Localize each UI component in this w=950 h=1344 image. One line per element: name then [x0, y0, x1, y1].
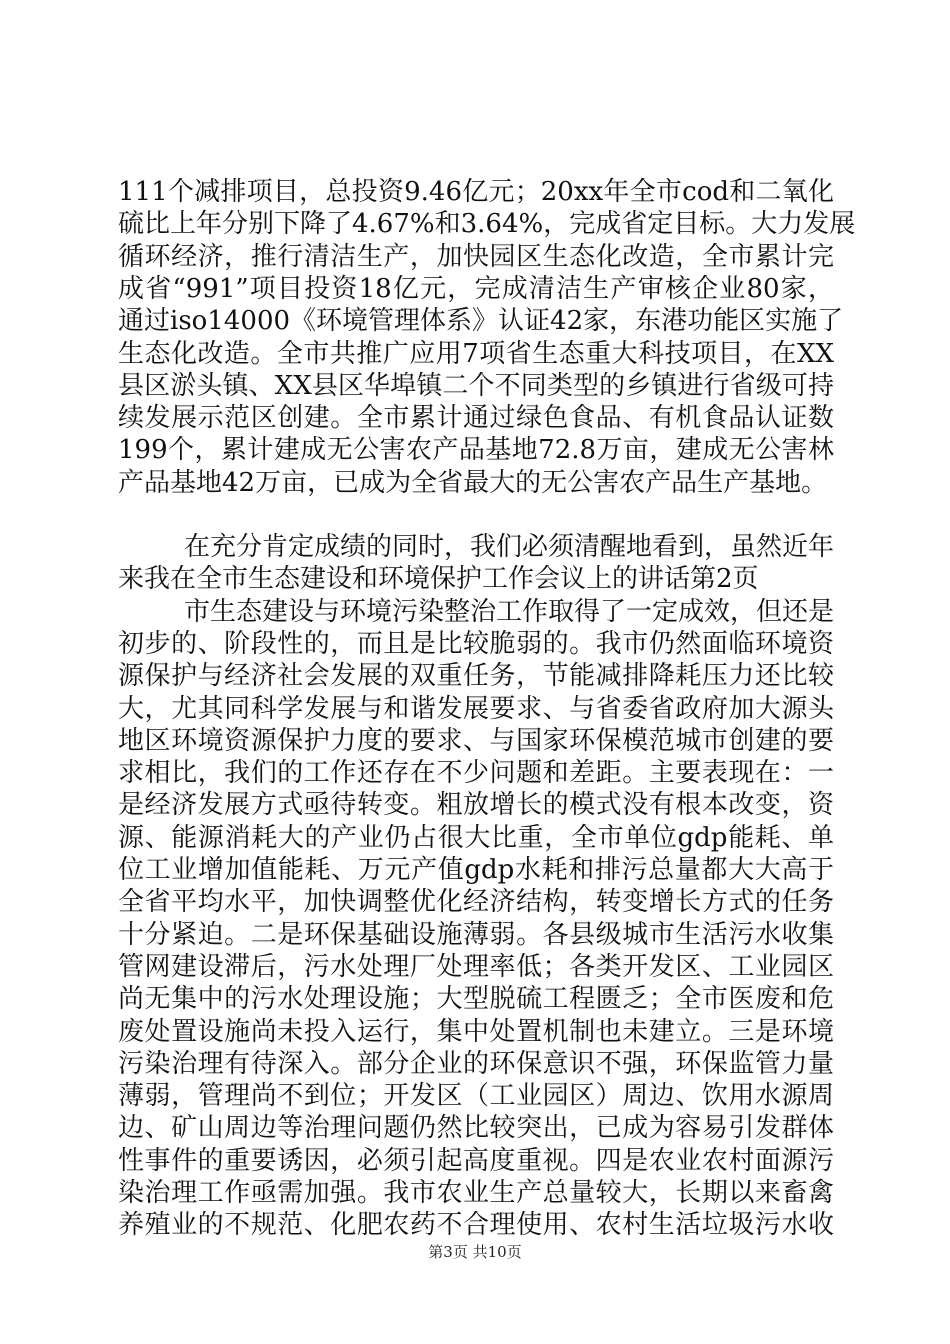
text-line: 性事件的重要诱因，必须引起高度重视。四是农业农村面源污: [118, 1145, 834, 1176]
text-line: 在充分肯定成绩的同时，我们必须清醒地看到，虽然近年: [184, 532, 835, 562]
text-line: 市生态建设与环境污染整治工作取得了一定成效，但还是: [184, 596, 835, 627]
text-line: 续发展示范区创建。全市累计通过绿色食品、有机食品认证数: [118, 403, 834, 434]
text-line: 生态化改造。全市共推广应用7项省生态重大科技项目，在XX: [118, 338, 834, 369]
text-line: 边、矿山周边等治理问题仍然比较突出，已成为容易引发群体: [118, 1113, 834, 1144]
text-line: 111个减排项目，总投资9.46亿元；20xx年全市cod和二氧化: [118, 177, 834, 207]
text-line: 硫比上年分别下降了4.67%和3.64%，完成省定目标。大力发展: [118, 209, 856, 240]
text-line: 十分紧迫。二是环保基础设施薄弱。各县级城市生活污水收集: [118, 919, 834, 950]
text-line: 染治理工作亟需加强。我市农业生产总量较大，长期以来畜禽: [118, 1178, 834, 1208]
text-line: 是经济发展方式亟待转变。粗放增长的模式没有根本改变，资: [118, 790, 834, 821]
text-line: 产品基地42万亩，已成为全省最大的无公害农产品生产基地。: [118, 467, 828, 498]
text-line: 污染治理有待深入。部分企业的环保意识不强，环保监管力量: [118, 1048, 834, 1079]
text-line: 求相比，我们的工作还存在不少问题和差距。主要表现在：一: [118, 758, 834, 789]
text-line: 循环经济，推行清洁生产，加快园区生态化改造，全市累计完: [118, 241, 834, 272]
text-line: 县区淤头镇、XX县区华埠镇二个不同类型的乡镇进行省级可持: [118, 370, 834, 401]
text-line: 成省“991”项目投资18亿元，完成清洁生产审核企业80家，: [118, 273, 834, 304]
text-line: 源、能源消耗大的产业仍占很大比重，全市单位gdp能耗、单: [118, 822, 834, 853]
text-line: 初步的、阶段性的，而且是比较脆弱的。我市仍然面临环境资: [118, 628, 834, 659]
text-line: 薄弱，管理尚不到位；开发区（工业园区）周边、饮用水源周: [118, 1081, 834, 1112]
text-line: 尚无集中的污水处理设施；大型脱硫工程匮乏；全市医废和危: [118, 984, 834, 1015]
text-line: 源保护与经济社会发展的双重任务，节能减排降耗压力还比较: [118, 661, 834, 692]
text-line: 废处置设施尚未投入运行，集中处置机制也未建立。三是环境: [118, 1016, 834, 1047]
text-line: 位工业增加值能耗、万元产值gdp水耗和排污总量都大大高于: [118, 855, 834, 885]
text-line: 管网建设滞后，污水处理厂处理率低；各类开发区、工业园区: [118, 951, 834, 982]
text-line: 全省平均水平，加快调整优化经济结构，转变增长方式的任务: [118, 887, 834, 918]
text-line: 养殖业的不规范、化肥农药不合理使用、农村生活垃圾污水收: [118, 1210, 834, 1241]
text-line: 来我在全市生态建设和环境保护工作会议上的讲话第2页: [118, 564, 759, 595]
page-footer: 第3页 共10页: [428, 1243, 522, 1261]
text-line: 199个，累计建成无公害农产品基地72.8万亩，建成无公害林: [118, 435, 834, 466]
text-line: 地区环境资源保护力度的要求、与国家环保模范城市创建的要: [118, 725, 834, 756]
text-line: 大，尤其同科学发展与和谐发展要求、与省委省政府加大源头: [118, 693, 834, 724]
text-line: 通过iso14000《环境管理体系》认证42家，东港功能区实施了: [118, 306, 844, 337]
